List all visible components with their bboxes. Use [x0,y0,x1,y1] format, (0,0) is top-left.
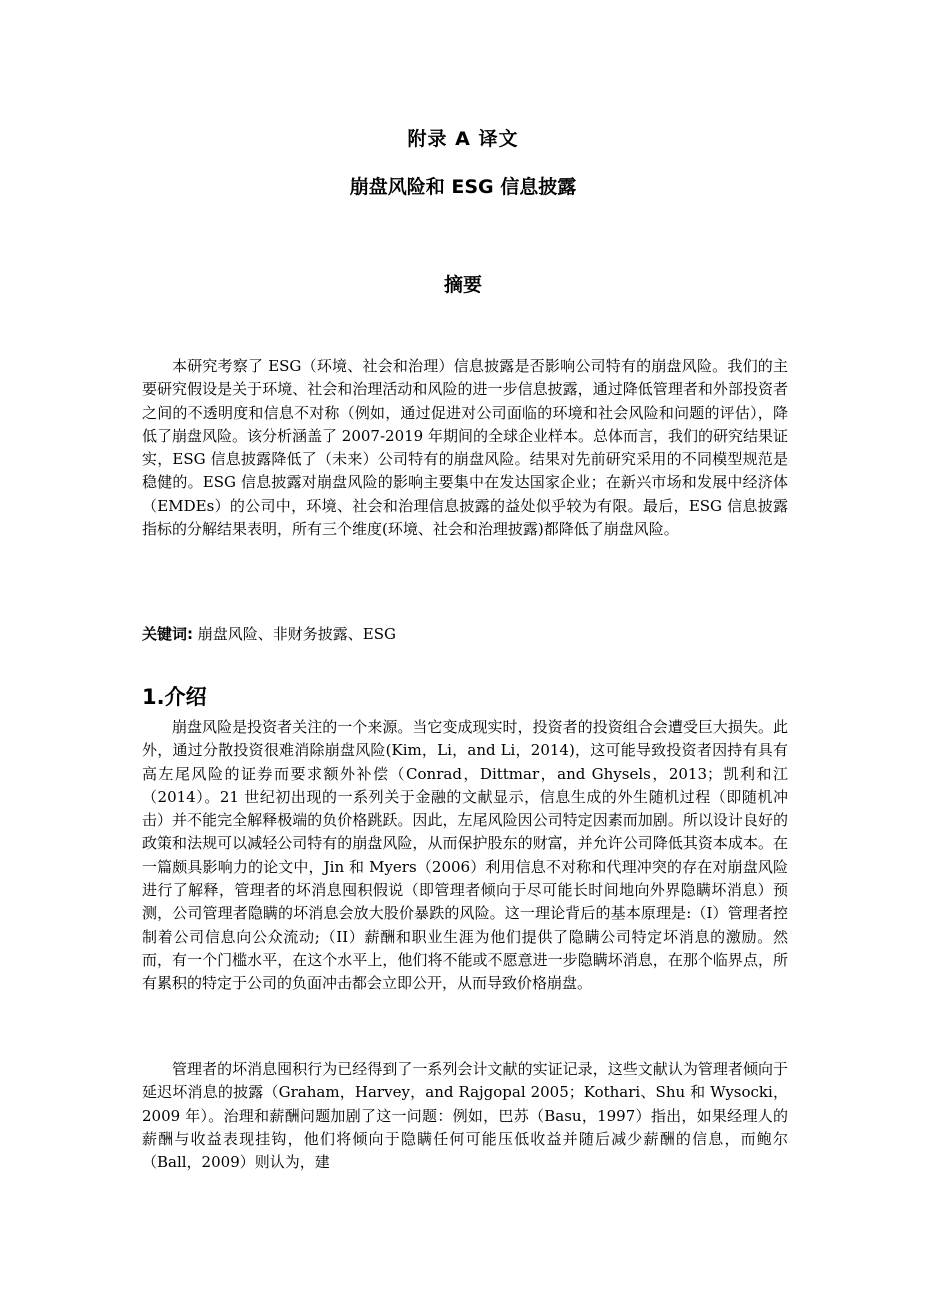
appendix-title: 附录 A 译文 [407,128,519,150]
abstract-paragraph: 本研究考察了 ESG（环境、社会和治理）信息披露是否影响公司特有的崩盘风险。我们的主要研究假设是关于环境、社会和治理活动和风险的进一步信息披露，通过降低管理者和外部投资者之间的不透明度和信息不对称（例如，通过促进对公司面临的环境和社会风险和问题的评估），降低了崩盘风险。该分析涵盖了 2007-2019 年期间的全球企业样本。总体而言，我们的研究结果证实，ESG 信息披露降低了（未来）公司特有的崩盘风险。结果对先前研究采用的不同模型规范是稳健的。ESG 信息披露对崩盘风险的影响主要集中在发达国家企业；在新兴市场和发展中经济体（EMDEs）的公司中，环境、社会和治理信息披露的益处似乎较为有限。最后，ESG 信息披露指标的分解结果表明，所有三个维度(环境、社会和治理披露)都降低了崩盘风险。 [142,357,788,539]
section-heading-introduction: 1.介绍 [142,685,207,709]
keywords-line [142,623,788,646]
intro-paragraph-2: 管理者的坏消息囤积行为已经得到了一系列会计文献的实证记录，这些文献认为管理者倾向于延迟坏消息的披露（Graham，Harvey，and Rajgopal 2005；Kothari、Shu 和 Wysocki，2009 年）。治理和薪酬问题加剧了这一问题：例如，巴苏（Basu，1997）指出，如果经理人的薪酬与收益表现挂钩，他们将倾向于隐瞒任何可能压低收益并随后减少薪酬的信息，而鲍尔（Ball，2009）则认为，建 [142,1060,788,1172]
intro-paragraph-1: 崩盘风险是投资者关注的一个来源。当它变成现实时，投资者的投资组合会遭受巨大损失。此外，通过分散投资很难消除崩盘风险(Kim，Li，and Li，2014)，这可能导致投资者因持有具有高左尾风险的证券而要求额外补偿（Conrad，Dittmar，and Ghysels，2013；凯利和江（2014）。21 世纪初出现的一系列关于金融的文献显示，信息生成的外生随机过程（即随机冲击）并不能完全解释极端的负价格跳跃。因此，左尾风险因公司特定因素而加剧。所以设计良好的政策和法规可以减轻公司特有的崩盘风险，从而保护股东的财富，并允许公司降低其资本成本。在一篇颇具影响力的论文中，Jin 和 Myers（2006）利用信息不对称和代理冲突的存在对崩盘风险进行了解释，管理者的坏消息囤积假说（即管理者倾向于尽可能长时间地向外界隐瞒坏消息）预测，公司管理者隐瞒的坏消息会放大股价暴跌的风险。这一理论背后的基本原理是:（I）管理者控制着公司信息向公众流动;（II）薪酬和职业生涯为他们提供了隐瞒公司特定坏消息的激励。然而，有一个门槛水平，在这个水平上，他们将不能或不愿意进一步隐瞒坏消息，在那个临界点，所有累积的特定于公司的负面冲击都会立即公开，从而导致价格崩盘。 [142,718,788,993]
keywords-label: 关键词: [142,625,193,643]
keywords-value: 崩盘风险、非财务披露、ESG [193,625,396,643]
abstract-heading: 摘要 [443,274,482,296]
paper-title: 崩盘风险和 ESG 信息披露 [349,176,577,198]
